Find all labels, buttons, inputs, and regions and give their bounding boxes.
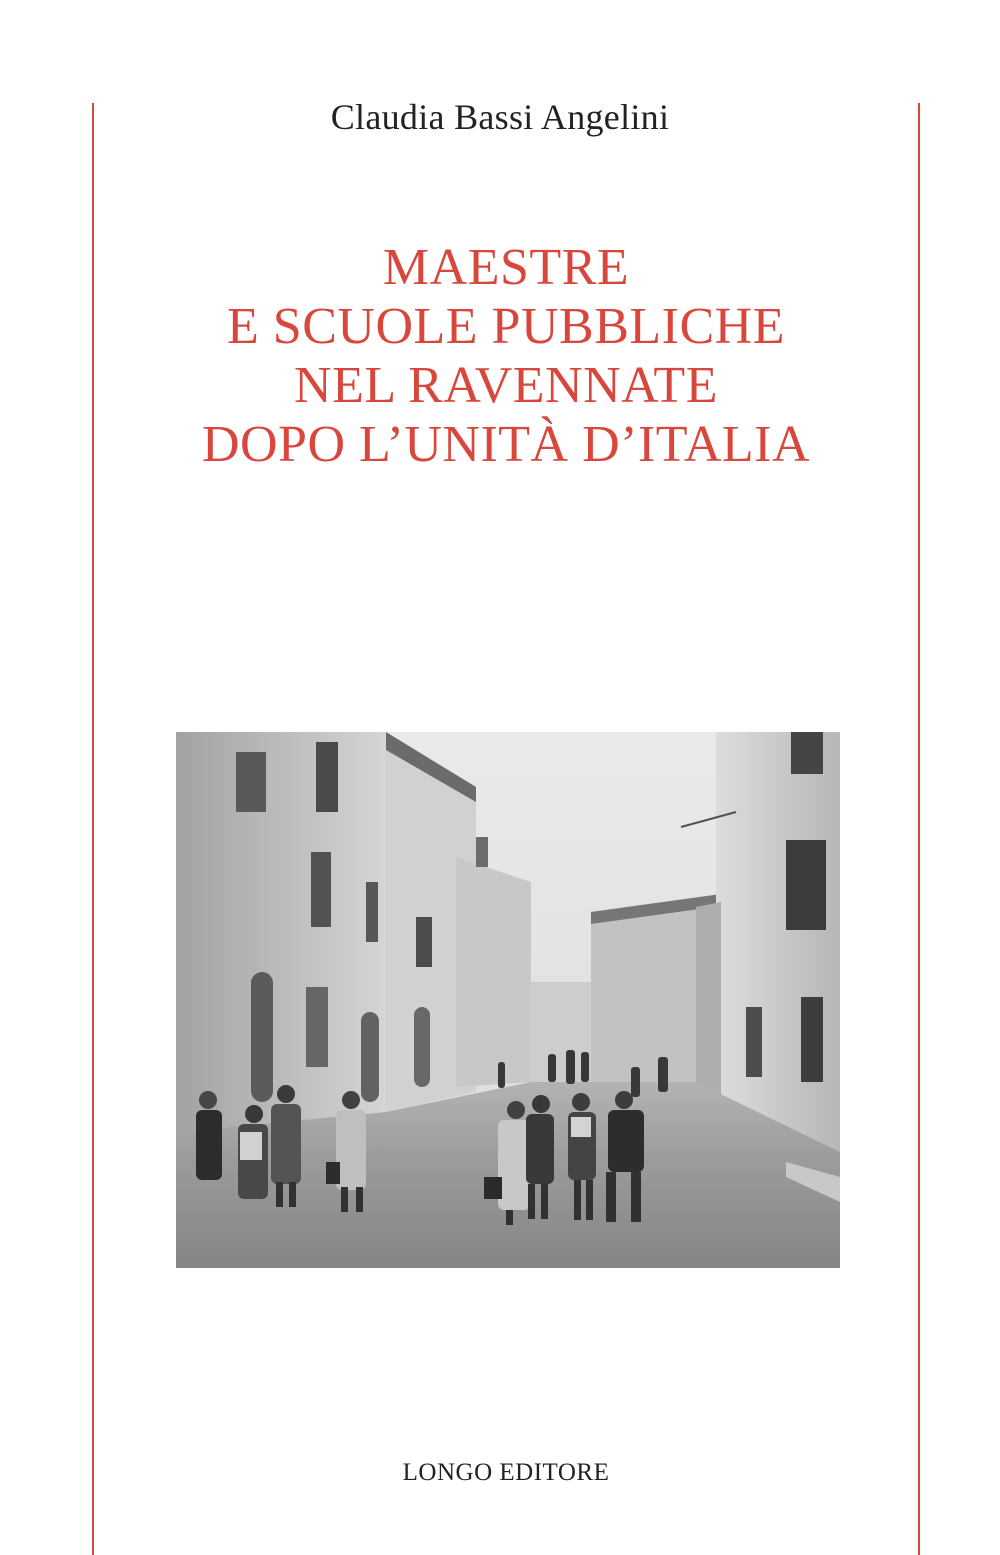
street-scene-illustration <box>176 732 840 1268</box>
book-title <box>0 238 1000 474</box>
title-line-1: MAESTRE <box>382 239 630 296</box>
cover-photo <box>176 732 840 1268</box>
title-line-3: NEL RAVENNATE <box>294 357 718 414</box>
title-line-4: DOPO L’UNITÀ D’ITALIA <box>201 416 811 473</box>
title-line-2: E SCUOLE PUBBLICHE <box>227 298 785 355</box>
publisher-name: LONGO EDITORE <box>402 1459 610 1486</box>
author-name: Claudia Bassi Angelini <box>330 97 670 137</box>
